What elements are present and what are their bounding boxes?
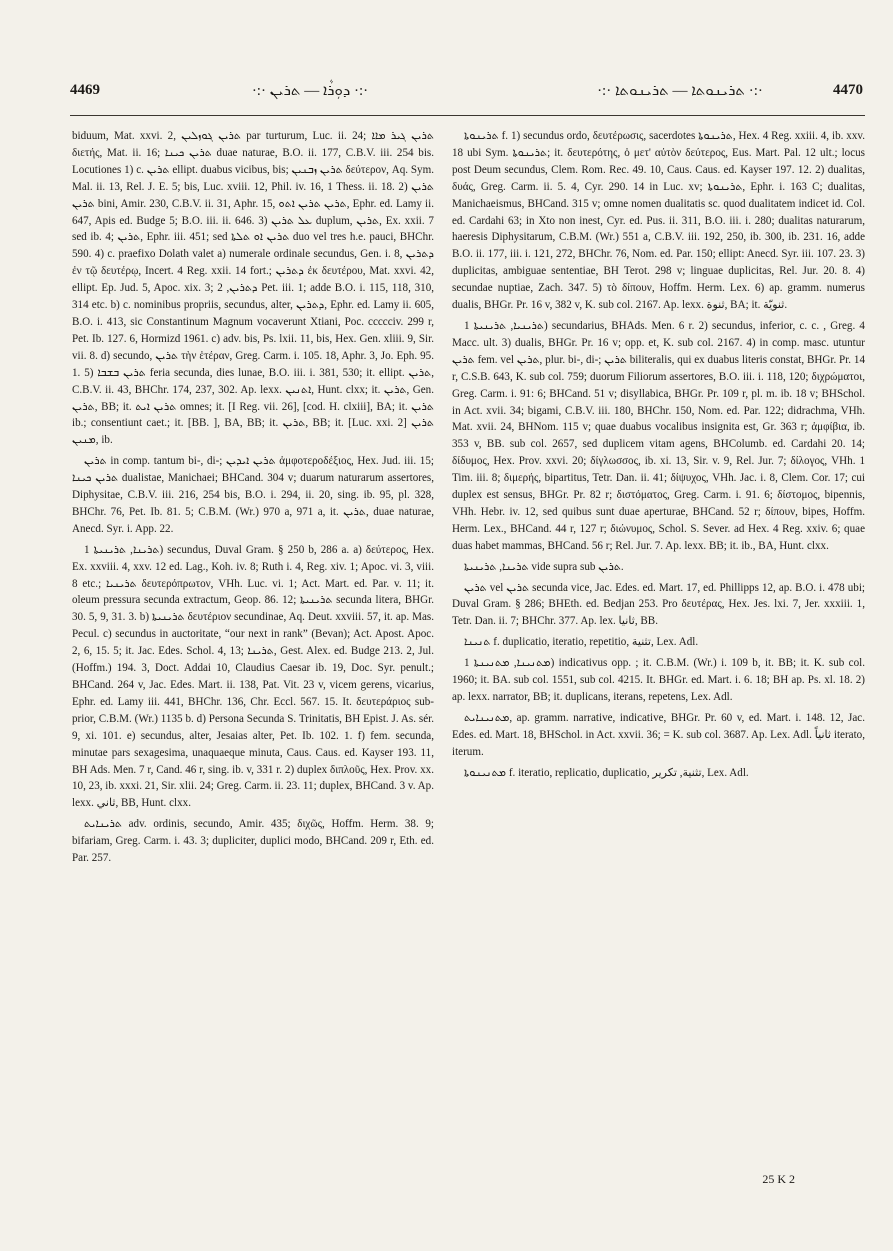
header-rule <box>70 115 865 116</box>
page-number-right: 4470 <box>833 82 863 98</box>
left-entry: ܬܪܝܢ in comp. tantum bi-, di-; ܬܪܝܢ ܐܝܕܝܢ ἀμφοτεροδέξιος, Hex. Jud. iii. 15; ܬܪܝܢ ܟܝܢܐ dualistae, Manichaei; BHCand. 304 v; duarum naturarum assertores, Diphysitae, C.B.V. iii. 216, 254 bis, B.O. i. 294, ii. 20, sing. ib. 95, pl. 328, BHChr. 76, Pet. Ib. 81. 5; C.B.M. (Wr.) 970 a, 971 a, it. ܬܪܝܢ, duae naturae, Anecd. Syr. i. App. 22. <box>72 455 434 535</box>
right-entry: ܡܬܢܝܢܘܬܐ f. iteratio, replicatio, duplicatio, تثنية, تكرير, Lex. Adl. <box>464 766 749 779</box>
right-entry: ܬܪܝܢܐ, ܬܪܝܢܝܬܐ vide supra sub ܬܪܝܢ. <box>464 560 624 573</box>
right-column <box>452 128 865 1171</box>
running-head-left: ·:· ܕܘܼܪܵܐ — ܬܪܝܢ ·:· <box>251 83 369 99</box>
right-entry: ܬܢܝܢܐ f. duplicatio, iteratio, repetitio, تثنية, Lex. Adl. <box>464 636 699 649</box>
right-entry: ܬܪܝܢܝܐ, ܬܪܝܢܝܬܐ 1) secundarius, BHAds. Men. 6 r. 2) secundus, inferior, c. c. , Greg. 4 Macc. ult. 3) dualis, BHGr. Pr. 16 v; opp. et, K. sub col. 2167. 4) in comp. masc. utuntur ܬܪܝܢ fem. vel ܬܪܝܢ, plur. bi-, di-; ܬܪܝܢ biliteralis, qui ex duabus literis constat, BHGr. Pr. 14 r, C.S.B. 643, K. sub col. 759; duorum Filiorum assertores, B.O. iii. i. 118, 120; διχρώματοι, Greg. Carm. i. 91: 6; BHCand. 51 v; disyllabica, BHGr. Pr. 109 r, pl. m. ib. 18 v; BHSchol. in Act. xvii. 34; bigami, C.B.V. iii. 180, BHChr. 150, Nom. ed. Par. 122; didrachma, VHh. Mat. xvii. 24, BHNom. 115 v; quae duabus vocalibus insignita est, Gr. 363 r; ἀμφίβια, ib. 353 v, BB. sub col. 2657, sed duplicem vitam agens, BHColumb. ed. Cardahi 20. 14; δίδυμος, Hex. Prov. xxvi. 20; δίγλωσσος, ib. xi. 13, Sir. v. 9, Rel. Jur. 7; δίλογος, VHh. 1 Tim. iii. 8; διμερής, bipartitus, Tetr. Dan. ii. 41; δίψυχος, VHh. Jac. i. 8, Clem. Cor. 17; cui duplex est sensus, BHGr. Pr. 82 r; διστόματος, Greg. Carm. i. 91. 6; δίστομος, bipennis, VHh. Hebr. iv. 12, sed quibus sunt duae aperturae, BHCand. 52 r; δίπουν, bipes, Hoffm. Herm. Lex., BHCand. 44 r, 127 r; διώνυμος, Schol. S. Sever. ad Hex. 4 Reg. xxiv. 6; quae duas habet mammas, BHCand. 56 r; Rel. Jur. 7. Ap. lexx. BB; it. ib., BA, Hunt. clxx. <box>452 319 865 552</box>
right-entry: ܬܪܝܢܘܬܐ f. 1) secundus ordo, δευτέρωσις, sacerdotes ܬܪܝܢܘܬܐ, Hex. 4 Reg. xxiii. 4, ib. xxv. 18 ubi Sym. ܬܪܝܢܘܬܐ; it. δευτερότης, ὁ μετ' αὐτὸν δεύτερος, Eus. Mart. Pal. 12 ult.; locus post Deum secundus, Clem. Rom. Rec. 49. 10, Caus. Caus. ed. Kayser 197. 12. 2) dualitas, δυάς, Greg. Carm. ii. 5. 4, Cyr. 290. 14 in Luc. xv; ܬܪܝܢܘܬܐ, Ephr. i. 163 C; dualitas, Manichaeismus, BHCand. 315 v; omne nomen dualitatis sc. quod dualitatem indicet id. Col. ed. Cardahi 63; in Xto non inest, Cyr. ed. Pus. ii. 311, B.O. iii. i. 280; dualitas naturarum, haeresis Diphysitarum, C.B.M. (Wr.) 551 a, C.B.V. iii. 192, 250, ib. 300, ib. 231. 16, adde B.O. ii. 177, iii. i. 121, 272, BHChr. 76, Nom. ed. Par. 150; ellipt: Anecd. Syr. iii. 107. 23. 3) duplicitas, ambiguae sententiae, BH Terot. 298 v; linguae duplicitas, Rel. Jur. 20. 8. 4) secundae nuptiae, Zach. 347. 5) τὸ δίπουν, Hoffm. Herm. Lex. 6) ap. gramm. numerus dualis, BHGr. Pr. 16 v, 382 v, K. sub col. 2167. Ap. lexx. ثنوة, BA; it. ثنويّة. <box>452 130 865 312</box>
left-entry: biduum, Mat. xxvi. 2, ܬܪܝܢ ܓܘܙܠܝܢ par turturum, Luc. ii. 24; ܬܪܝܢ ܓܝܪ ܡܐܐ διετής, Mat. ii. 16; ܬܪܝܢ ܟܝܢܐ duae naturae, B.O. ii. 177, C.B.V. iii. 254 bis. Locutiones 1) c. ܬܪܝܢ ellipt. duabus vicibus, bis; ܬܪܝܢ ܙܒܢܝܢ δεύτερον, Aq. Sym. Mal. ii. 13, Rel. J. E. 5; bis, Luc. xviii. 12, Phil. iv. 16, 1 Thess. ii. 18. 2) ܬܪܝܢ ܬܪܝܢ bini, Amir. 230, C.B.V. ii. 31, Aphr. 15, ܬܪܝܢ ܬܪܝܢ ܐܬܘ, Ephr. ed. Lamy ii. 647, Apis ed. Budge 5; B.O. iii. ii. 646. 3) ܥܠ ܬܪܝܢ duplum, ܬܪܝܢ, Ex. xxii. 7 sed ib. 4; ܬܪܝܢ, Ephr. iii. 451; sed ܬܪܝܢ ܐܘ ܬܠܬܐ duo vel tres h.e. pauci, BHChr. 590. 4) c. praefixo Dolath valet a) numerale ordinale secundus, Gen. i. 8, ܕܬܪܝܢ ἐν τῷ δευτέρῳ, Incert. 4 Reg. xxii. 14 fort.; ܕܬܪܝܢ ἐκ δευτέρου, Mat. xxvi. 42, ellipt. Ep. Jud. 5, Apoc. xix. 3; ܕܬܪܝܢ, 2 Pet. iii. 1; adde B.O. i. 115, 118, 310, 314 etc. b) c. nominibus propriis, secundus, alter, ܕܬܪܝܢ, Ephr. ed. Lamy ii. 605, B.O. i. 413, sic Constantinum Magnum vocaverunt Xtiani, Poc. ccccciv. 299 r, Pet. Ib. 127. 6, Hormizd 1961. c) adv. bis, Ps. lxii. 11, bis, Hex. Gen. xliii. 9, Sir. vii. 8. d) secundo, ܬܪܝܢ τὴν ἑτέραν, Greg. Carm. i. 105. 18, Aphr. 3, Jo. Eph. 95. 1. 5) ܬܪܝܢ ܒܫܒܐ feria secunda, dies lunae, B.O. iii. i. 381, 530; it. ellipt. ܬܪܝܢ, C.B.V. ii. 43, BHChr. 174, 237, 302. Ap. lexx. ܐܬܢܝܢ, Hunt. clxx; it. ܬܪܝܢ, Gen. ܬܪܝܢ, BB; it. ܬܪܝܢ ܐܝܬ omnes; it. [I Reg. vii. 26], [cod. H. clxiii], BA; it. ܬܪܝܢ ib.; consentiunt caet.; it. [BB. ], BA, BB; it. ܬܪܝܢ, BB; it. [Luc. xxi. 2] ܬܪܝܢ ܡܢܝܢ, ib. <box>72 130 434 447</box>
page-header <box>70 82 863 110</box>
signature-mark: 25 K 2 <box>762 1172 795 1186</box>
right-entry: ܡܬܢܝܢܐ, ܡܬܢܝܢܬܐ 1) indicativus opp. ; it. C.B.M. (Wr.) i. 109 b, it. BB; it. K. sub col. 1960; it. BA. sub col. 1551, sub col. 4215. It. BHGr. ed. Mart. i. 6. 18; BH ap. Ps. xl. 18. 2) ap. lexx. narrator, BB; it. duplicans, iterans, repetens, Lex. Adl. <box>452 657 865 703</box>
right-entry: ܬܪܝܢ vel ܬܪܝܢ secunda vice, Jac. Edes. ed. Mart. 17, ed. Phillipps 12, ap. B.O. i. 478 ubi; Duval Gram. § 286; BHEth. ed. Bedjan 253. Pro δευτέρας, Hex. Jes. lxi. 7, Jer. xxxiii. 1, Tetr. Dan. ii. 7; BHChr. 377. Ap. lex. ثانيا, BB. <box>452 581 865 628</box>
left-entry: ܬܪܝܢܐ, ܬܪܝܢܝܬܐ 1) secundus, Duval Gram. § 250 b, 286 a. a) δεύτερος, Hex. Ex. xxviii. 4, xxv. 12 ed. Lag., Koh. iv. 8; Ruth i. 4, Reg. xiv. 1; Apoc. vi. 3, viii. 8 etc.; ܬܪܝܢܝܐ δευτερόπρωτον, VHh. Luc. vi. 1; Act. Mart. ed. Par. v. 11; it. oleum pressura secunda extractum, Geop. 86. 12; ܬܪܝܢܝܬܐ secunda litera, BHGr. 30. 5, 9, 31. 3. b) ܬܪܝܢܝܬܐ δευτέριον secundinae, Aq. Deut. xxviii. 57, it. ap. Mas. Pecul. c) secundus in auctoritate, “our next in rank” (Bevan); Act. Apost. Apoc. 2, 6, 15. 5; it. Jac. Edes. Schol. 4, 13; ܬܪܝܢܐ, Gest. Alex. ed. Budge 213. 2, Jul. (Hoffm.) 194. 3, Doct. Addai 10, Claudius Caesar ib. 19, Doc. Syr. penult.; BHCand. 264 v, Jac. Edes. Mart. ii. 138, Pat. Vit. 23 v, vicem gerens, vicarius, Ephr. ed. Lamy iii. 441, BHChr. 136, Chr. Eccl. 567. 15. It. δευτεράριος sub-prior, C.B.M. (Wr.) 1135 b. d) Persona Secunda S. Trinitatis, BH Epist. J. As. sér. 9, xi. 101. e) secundus, alter, Jesaias alter, Pet. Ib. 102. 1. f) fem. secunda, minutae pars sexagesima, unaquaeque minuta, Caus. Caus. ed. Kayser 193. 11, BH Ads. Men. 7 r, Cand. 46 r, sing. ib. v, 331 r. 2) duplex διπλοῦς, Hex. Prov. xx. 10, 23, ib. xxxi. 21, Sir. xlii. 24; Greg. Carm. ii. 23. 11; duplex, BHCand. 3 v. Ap. lexx. ثاني, BB, Hunt. clxx. <box>72 543 434 810</box>
page-number-left: 4469 <box>70 82 100 98</box>
left-column <box>72 128 434 1171</box>
running-head-right: ·:· ܬܪܝܢܘܬܐ — ܬܪܝܢܘܬܐ ·:· <box>597 83 763 99</box>
left-entry: ܬܪܝܢܐܝܬ adv. ordinis, secundo, Amir. 435; διχῶς, Hoffm. Herm. 38. 9; bifariam, Greg. Carm. i. 43. 3; dupliciter, duplici modo, BHCand. 209 r, Eth. ed. Par. 257. <box>72 818 434 865</box>
right-entry: ܡܬܢܝܢܐܝܬ, ap. gramm. narrative, indicative, BHGr. Pr. 60 v, ed. Mart. i. 148. 12, Jac. Edes. ed. Mart. 18, BHSchol. in Act. xxvii. 36; = K. sub col. 3687. Ap. Lex. Adl. ثانياً iterato, iterum. <box>452 711 865 758</box>
